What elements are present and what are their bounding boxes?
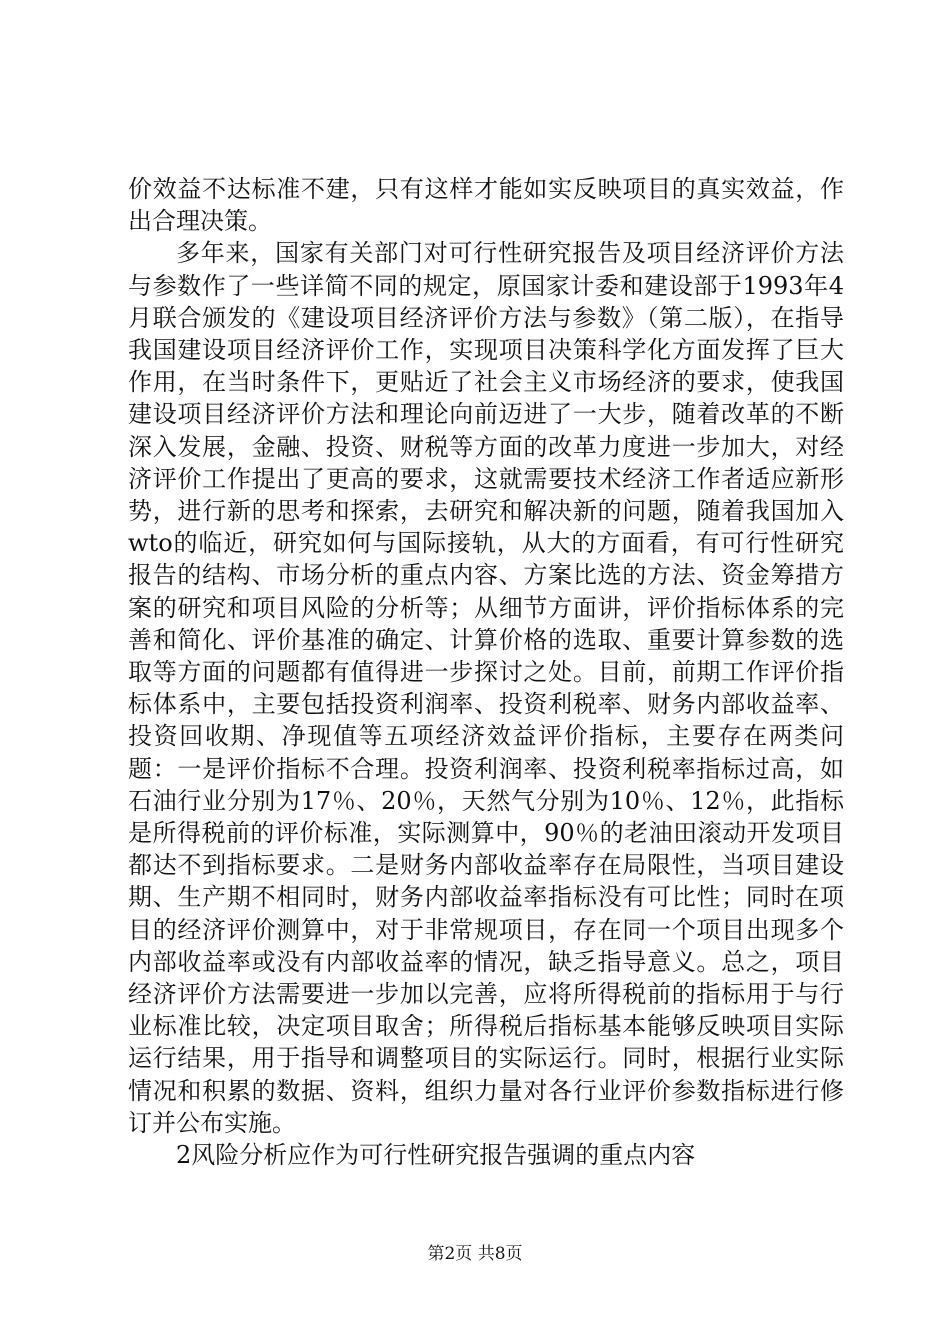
document-body <box>128 173 844 1171</box>
paragraph-continuation: 价效益不达标准不建，只有这样才能如实反映项目的真实效益，作出合理决策。 <box>128 175 844 236</box>
page-number-footer: 第2页 共8页 <box>427 1244 523 1264</box>
section-heading-risk-analysis: 2风险分析应作为可行性研究报告强调的重点内容 <box>176 1141 696 1170</box>
paragraph-evaluation-methods: 多年来，国家有关部门对可行性研究报告及项目经济评价方法与参数作了一些详简不同的规定，原国家计委和建设部于1993年4月联合颁发的《建设项目经济评价方法与参数》（第二版），在指导我国建设项目经济评价工作，实现项目决策科学化方面发挥了巨大作用，在当时条件下，更贴近了社会主义市场经济的要求，使我国建设项目经济评价方法和理论向前迈进了一大步，随着改革的不断深入发展，金融、投资、财税等方面的改革力度进一步加大，对经济评价工作提出了更高的要求，这就需要技术经济工作者适应新形势，进行新的思考和探索，去研究和解决新的问题，随着我国加入wto的临近，研究如何与国际接轨，从大的方面看，有可行性研究报告的结构、市场分析的重点内容、方案比选的方法、资金筹措方案的研究和项目风险的分析等；从细节方面讲，评价指标体系的完善和简化、评价基准的确定、计算价格的选取、重要计算参数的选取等方面的问题都有值得进一步探讨之处。目前，前期工作评价指标体系中，主要包括投资利润率、投资利税率、财务内部收益率、投资回收期、净现值等五项经济效益评价指标，主要存在两类问题：一是评价指标不合理。投资利润率、投资利税率指标过高，如石油行业分别为17％、20％，天然气分别为10％、12％，此指标是所得税前的评价标准，实际测算中，90％的老油田滚动开发项目都达不到指标要求。二是财务内部收益率存在局限性，当项目建设期、生产期不相同时，财务内部收益率指标没有可比性；同时在项目的经济评价测算中，对于非常规项目，存在同一个项目出现多个内部收益率或没有内部收益率的情况，缺乏指导意义。总之，项目经济评价方法需要进一步加以完善，应将所得税前的指标用于与行业标准比较，决定项目取舍；所得税后指标基本能够反映项目实际运行结果，用于指导和调整项目的实际运行。同时，根据行业实际情况和积累的数据、资料，组织力量对各行业评价参数指标进行修订并公布实施。 <box>128 239 844 1137</box>
